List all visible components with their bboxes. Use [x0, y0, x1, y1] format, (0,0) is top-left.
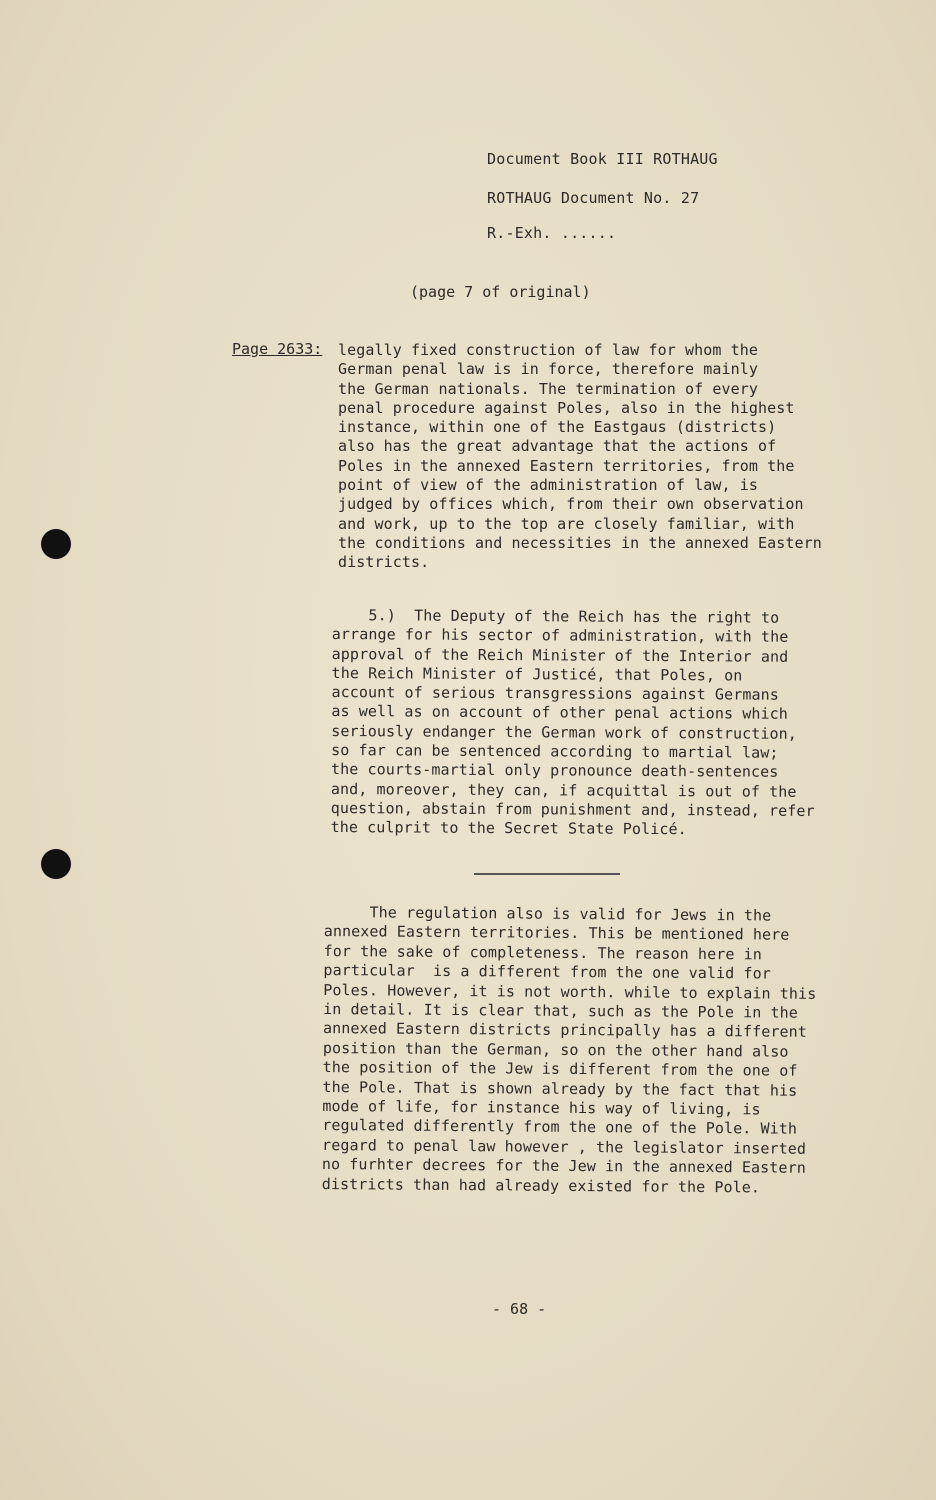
document-book-line: Document Book III ROTHAUG: [487, 150, 718, 168]
exhibit-line: R.-Exh. ......: [487, 224, 617, 242]
paragraph-1: legally fixed construction of law for whom the German penal law is in force, therefore mainly the German nationals. The termination of every penal procedure against Poles, also in the highest instance, within one of the Eastgaus (districts) also has the great advantage that the actions of Poles in the annexed Eastern territories, from the point of view of the administration of law, is judged by offices which, from their own observation and work, up to the top are closely familiar, with the conditions and necessities in the annexed Eastern districts.: [338, 341, 822, 572]
punch-hole-bottom: [41, 849, 71, 879]
original-page-note: (page 7 of original): [410, 283, 591, 301]
page-reference: Page 2633:: [232, 340, 323, 358]
section-divider: [474, 873, 620, 875]
paragraph-3: The regulation also is valid for Jews in the annexed Eastern territories. This be mentioned here for the sake of completeness. The reason here in particular is a different from the one valid for Poles. However, it is not worth. while to explain this in detail. It is clear that, such as the Pole in the annexed Eastern districts principally has a different position than the German, so on the other hand also the position of the Jew is different from the one of the Pole. That is shown already by the fact that his mode of life, for instance his way of living, is regulated differently from the one of the Pole. With regard to penal law however , the legislator inserted no furhter decrees for the Jew in the annexed Eastern districts than had already existed for the Pole.: [321, 903, 817, 1197]
page-number: - 68 -: [492, 1300, 547, 1318]
paragraph-2: 5.) The Deputy of the Reich has the right to arrange for his sector of administration, with the approval of the Reich Minister of the Interior and the Reich Minister of Justicé, that Poles, on account of serious transgressions against Germans as well as on account of other penal actions which seriously endanger the German work of construction, so far can be sentenced according to martial law; the courts-martial only pronounce death-sentences and, moreover, they can, if acquittal is out of the question, abstain from punishment and, instead, refer the culprit to the Secret State Policé.: [330, 606, 815, 839]
punch-hole-top: [41, 529, 71, 559]
document-number-line: ROTHAUG Document No. 27: [487, 189, 700, 207]
